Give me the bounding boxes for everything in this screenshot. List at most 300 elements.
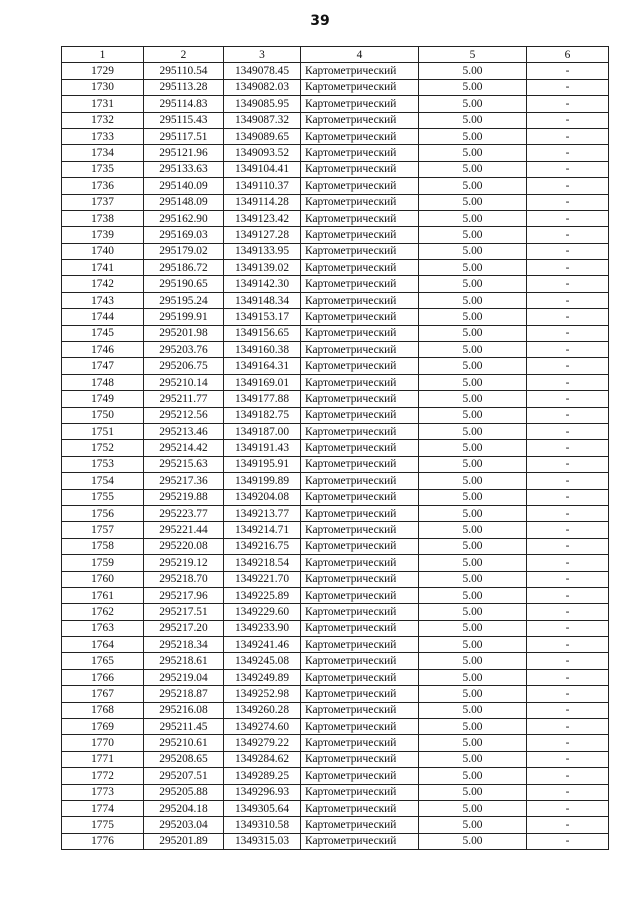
accuracy-cell: 5.00 (419, 325, 527, 341)
x-coordinate-cell: 295162.90 (144, 210, 224, 226)
y-coordinate-cell: 1349214.71 (224, 522, 301, 538)
x-coordinate-cell: 295218.34 (144, 637, 224, 653)
column-header: 1 (62, 47, 144, 63)
method-cell: Картометрический (301, 178, 419, 194)
x-coordinate-cell: 295204.18 (144, 800, 224, 816)
x-coordinate-cell: 295206.75 (144, 358, 224, 374)
point-number-cell: 1730 (62, 79, 144, 95)
point-number-cell: 1768 (62, 702, 144, 718)
note-cell: - (527, 784, 609, 800)
x-coordinate-cell: 295133.63 (144, 161, 224, 177)
note-cell: - (527, 800, 609, 816)
method-cell: Картометрический (301, 161, 419, 177)
table-row (62, 768, 609, 784)
x-coordinate-cell: 295211.45 (144, 719, 224, 735)
accuracy-cell: 5.00 (419, 440, 527, 456)
method-cell: Картометрический (301, 604, 419, 620)
note-cell: - (527, 653, 609, 669)
accuracy-cell: 5.00 (419, 194, 527, 210)
x-coordinate-cell: 295212.56 (144, 407, 224, 423)
accuracy-cell: 5.00 (419, 456, 527, 472)
method-cell: Картометрический (301, 260, 419, 276)
note-cell: - (527, 489, 609, 505)
x-coordinate-cell: 295114.83 (144, 96, 224, 112)
table-row (62, 489, 609, 505)
y-coordinate-cell: 1349142.30 (224, 276, 301, 292)
x-coordinate-cell: 295218.70 (144, 571, 224, 587)
table-row (62, 178, 609, 194)
y-coordinate-cell: 1349204.08 (224, 489, 301, 505)
coordinates-table (61, 46, 609, 850)
y-coordinate-cell: 1349156.65 (224, 325, 301, 341)
table-row (62, 374, 609, 390)
method-cell: Картометрический (301, 637, 419, 653)
accuracy-cell: 5.00 (419, 407, 527, 423)
accuracy-cell: 5.00 (419, 604, 527, 620)
accuracy-cell: 5.00 (419, 768, 527, 784)
table-row (62, 440, 609, 456)
table-row (62, 145, 609, 161)
y-coordinate-cell: 1349133.95 (224, 243, 301, 259)
x-coordinate-cell: 295210.14 (144, 374, 224, 390)
point-number-cell: 1747 (62, 358, 144, 374)
method-cell: Картометрический (301, 194, 419, 210)
x-coordinate-cell: 295214.42 (144, 440, 224, 456)
x-coordinate-cell: 295113.28 (144, 79, 224, 95)
table-row (62, 358, 609, 374)
method-cell: Картометрический (301, 833, 419, 849)
table-row (62, 260, 609, 276)
point-number-cell: 1754 (62, 473, 144, 489)
y-coordinate-cell: 1349252.98 (224, 686, 301, 702)
table-row (62, 128, 609, 144)
y-coordinate-cell: 1349078.45 (224, 63, 301, 79)
point-number-cell: 1776 (62, 833, 144, 849)
y-coordinate-cell: 1349104.41 (224, 161, 301, 177)
table-row (62, 751, 609, 767)
y-coordinate-cell: 1349177.88 (224, 391, 301, 407)
y-coordinate-cell: 1349289.25 (224, 768, 301, 784)
point-number-cell: 1737 (62, 194, 144, 210)
accuracy-cell: 5.00 (419, 128, 527, 144)
method-cell: Картометрический (301, 243, 419, 259)
page-number: 39 (310, 13, 330, 29)
method-cell: Картометрический (301, 391, 419, 407)
note-cell: - (527, 276, 609, 292)
x-coordinate-cell: 295195.24 (144, 292, 224, 308)
x-coordinate-cell: 295203.04 (144, 817, 224, 833)
table-row (62, 604, 609, 620)
x-coordinate-cell: 295213.46 (144, 423, 224, 439)
accuracy-cell: 5.00 (419, 505, 527, 521)
table-row (62, 456, 609, 472)
accuracy-cell: 5.00 (419, 243, 527, 259)
x-coordinate-cell: 295115.43 (144, 112, 224, 128)
table-row (62, 276, 609, 292)
accuracy-cell: 5.00 (419, 391, 527, 407)
note-cell: - (527, 391, 609, 407)
x-coordinate-cell: 295201.89 (144, 833, 224, 849)
note-cell: - (527, 505, 609, 521)
y-coordinate-cell: 1349284.62 (224, 751, 301, 767)
y-coordinate-cell: 1349305.64 (224, 800, 301, 816)
table-row (62, 735, 609, 751)
note-cell: - (527, 735, 609, 751)
x-coordinate-cell: 295201.98 (144, 325, 224, 341)
y-coordinate-cell: 1349085.95 (224, 96, 301, 112)
accuracy-cell: 5.00 (419, 292, 527, 308)
y-coordinate-cell: 1349213.77 (224, 505, 301, 521)
note-cell: - (527, 833, 609, 849)
note-cell: - (527, 686, 609, 702)
method-cell: Картометрический (301, 719, 419, 735)
point-number-cell: 1741 (62, 260, 144, 276)
note-cell: - (527, 260, 609, 276)
y-coordinate-cell: 1349153.17 (224, 309, 301, 325)
note-cell: - (527, 243, 609, 259)
x-coordinate-cell: 295210.61 (144, 735, 224, 751)
note-cell: - (527, 768, 609, 784)
y-coordinate-cell: 1349233.90 (224, 620, 301, 636)
point-number-cell: 1739 (62, 227, 144, 243)
note-cell: - (527, 63, 609, 79)
point-number-cell: 1767 (62, 686, 144, 702)
table-row (62, 210, 609, 226)
point-number-cell: 1759 (62, 555, 144, 571)
y-coordinate-cell: 1349123.42 (224, 210, 301, 226)
y-coordinate-cell: 1349164.31 (224, 358, 301, 374)
accuracy-cell: 5.00 (419, 817, 527, 833)
table-row (62, 702, 609, 718)
table-row (62, 522, 609, 538)
note-cell: - (527, 456, 609, 472)
y-coordinate-cell: 1349195.91 (224, 456, 301, 472)
accuracy-cell: 5.00 (419, 735, 527, 751)
point-number-cell: 1750 (62, 407, 144, 423)
x-coordinate-cell: 295215.63 (144, 456, 224, 472)
accuracy-cell: 5.00 (419, 358, 527, 374)
table-row (62, 161, 609, 177)
method-cell: Картометрический (301, 456, 419, 472)
table-row (62, 719, 609, 735)
table-row (62, 555, 609, 571)
table-row (62, 292, 609, 308)
x-coordinate-cell: 295217.51 (144, 604, 224, 620)
x-coordinate-cell: 295218.61 (144, 653, 224, 669)
accuracy-cell: 5.00 (419, 555, 527, 571)
accuracy-cell: 5.00 (419, 161, 527, 177)
note-cell: - (527, 79, 609, 95)
x-coordinate-cell: 295219.12 (144, 555, 224, 571)
accuracy-cell: 5.00 (419, 719, 527, 735)
x-coordinate-cell: 295186.72 (144, 260, 224, 276)
y-coordinate-cell: 1349296.93 (224, 784, 301, 800)
table-row (62, 63, 609, 79)
y-coordinate-cell: 1349274.60 (224, 719, 301, 735)
table-row (62, 325, 609, 341)
x-coordinate-cell: 295207.51 (144, 768, 224, 784)
table-row (62, 112, 609, 128)
y-coordinate-cell: 1349182.75 (224, 407, 301, 423)
note-cell: - (527, 342, 609, 358)
note-cell: - (527, 112, 609, 128)
method-cell: Картометрический (301, 374, 419, 390)
method-cell: Картометрический (301, 342, 419, 358)
method-cell: Картометрический (301, 538, 419, 554)
note-cell: - (527, 358, 609, 374)
y-coordinate-cell: 1349225.89 (224, 587, 301, 603)
point-number-cell: 1757 (62, 522, 144, 538)
y-coordinate-cell: 1349110.37 (224, 178, 301, 194)
method-cell: Картометрический (301, 702, 419, 718)
y-coordinate-cell: 1349148.34 (224, 292, 301, 308)
note-cell: - (527, 96, 609, 112)
point-number-cell: 1748 (62, 374, 144, 390)
accuracy-cell: 5.00 (419, 145, 527, 161)
x-coordinate-cell: 295140.09 (144, 178, 224, 194)
y-coordinate-cell: 1349187.00 (224, 423, 301, 439)
y-coordinate-cell: 1349221.70 (224, 571, 301, 587)
method-cell: Картометрический (301, 735, 419, 751)
method-cell: Картометрический (301, 489, 419, 505)
y-coordinate-cell: 1349191.43 (224, 440, 301, 456)
note-cell: - (527, 227, 609, 243)
x-coordinate-cell: 295217.96 (144, 587, 224, 603)
note-cell: - (527, 325, 609, 341)
table-row (62, 407, 609, 423)
table-row (62, 784, 609, 800)
point-number-cell: 1744 (62, 309, 144, 325)
y-coordinate-cell: 1349310.58 (224, 817, 301, 833)
point-number-cell: 1766 (62, 669, 144, 685)
method-cell: Картометрический (301, 784, 419, 800)
accuracy-cell: 5.00 (419, 784, 527, 800)
y-coordinate-cell: 1349169.01 (224, 374, 301, 390)
method-cell: Картометрический (301, 358, 419, 374)
point-number-cell: 1775 (62, 817, 144, 833)
accuracy-cell: 5.00 (419, 522, 527, 538)
point-number-cell: 1751 (62, 423, 144, 439)
x-coordinate-cell: 295221.44 (144, 522, 224, 538)
method-cell: Картометрический (301, 227, 419, 243)
table-row (62, 669, 609, 685)
point-number-cell: 1760 (62, 571, 144, 587)
point-number-cell: 1762 (62, 604, 144, 620)
note-cell: - (527, 817, 609, 833)
x-coordinate-cell: 295219.04 (144, 669, 224, 685)
point-number-cell: 1746 (62, 342, 144, 358)
point-number-cell: 1735 (62, 161, 144, 177)
table-row (62, 637, 609, 653)
table-row (62, 243, 609, 259)
point-number-cell: 1764 (62, 637, 144, 653)
y-coordinate-cell: 1349279.22 (224, 735, 301, 751)
table-row (62, 686, 609, 702)
accuracy-cell: 5.00 (419, 800, 527, 816)
point-number-cell: 1755 (62, 489, 144, 505)
point-number-cell: 1745 (62, 325, 144, 341)
table-row (62, 817, 609, 833)
accuracy-cell: 5.00 (419, 538, 527, 554)
accuracy-cell: 5.00 (419, 210, 527, 226)
note-cell: - (527, 473, 609, 489)
method-cell: Картометрический (301, 423, 419, 439)
note-cell: - (527, 538, 609, 554)
column-header: 5 (419, 47, 527, 63)
point-number-cell: 1753 (62, 456, 144, 472)
accuracy-cell: 5.00 (419, 260, 527, 276)
point-number-cell: 1761 (62, 587, 144, 603)
point-number-cell: 1734 (62, 145, 144, 161)
method-cell: Картометрический (301, 800, 419, 816)
x-coordinate-cell: 295199.91 (144, 309, 224, 325)
note-cell: - (527, 669, 609, 685)
point-number-cell: 1738 (62, 210, 144, 226)
accuracy-cell: 5.00 (419, 620, 527, 636)
x-coordinate-cell: 295148.09 (144, 194, 224, 210)
method-cell: Картометрический (301, 686, 419, 702)
x-coordinate-cell: 295179.02 (144, 243, 224, 259)
x-coordinate-cell: 295216.08 (144, 702, 224, 718)
note-cell: - (527, 620, 609, 636)
method-cell: Картометрический (301, 145, 419, 161)
point-number-cell: 1742 (62, 276, 144, 292)
note-cell: - (527, 702, 609, 718)
accuracy-cell: 5.00 (419, 112, 527, 128)
y-coordinate-cell: 1349082.03 (224, 79, 301, 95)
note-cell: - (527, 145, 609, 161)
method-cell: Картометрический (301, 587, 419, 603)
table-row (62, 96, 609, 112)
note-cell: - (527, 604, 609, 620)
table-header (62, 47, 609, 63)
accuracy-cell: 5.00 (419, 637, 527, 653)
table-row (62, 620, 609, 636)
table-row (62, 391, 609, 407)
method-cell: Картометрический (301, 79, 419, 95)
note-cell: - (527, 440, 609, 456)
column-header: 4 (301, 47, 419, 63)
method-cell: Картометрический (301, 555, 419, 571)
accuracy-cell: 5.00 (419, 571, 527, 587)
point-number-cell: 1772 (62, 768, 144, 784)
x-coordinate-cell: 295208.65 (144, 751, 224, 767)
accuracy-cell: 5.00 (419, 178, 527, 194)
column-header: 3 (224, 47, 301, 63)
point-number-cell: 1773 (62, 784, 144, 800)
y-coordinate-cell: 1349127.28 (224, 227, 301, 243)
point-number-cell: 1770 (62, 735, 144, 751)
method-cell: Картометрический (301, 817, 419, 833)
header-row (62, 47, 609, 63)
accuracy-cell: 5.00 (419, 276, 527, 292)
accuracy-cell: 5.00 (419, 309, 527, 325)
point-number-cell: 1763 (62, 620, 144, 636)
method-cell: Картометрический (301, 276, 419, 292)
table-row (62, 571, 609, 587)
point-number-cell: 1752 (62, 440, 144, 456)
y-coordinate-cell: 1349218.54 (224, 555, 301, 571)
accuracy-cell: 5.00 (419, 489, 527, 505)
point-number-cell: 1769 (62, 719, 144, 735)
y-coordinate-cell: 1349216.75 (224, 538, 301, 554)
point-number-cell: 1729 (62, 63, 144, 79)
accuracy-cell: 5.00 (419, 669, 527, 685)
table-row (62, 309, 609, 325)
note-cell: - (527, 128, 609, 144)
note-cell: - (527, 407, 609, 423)
table-row (62, 833, 609, 849)
accuracy-cell: 5.00 (419, 79, 527, 95)
table-row (62, 473, 609, 489)
point-number-cell: 1731 (62, 96, 144, 112)
note-cell: - (527, 309, 609, 325)
method-cell: Картометрический (301, 440, 419, 456)
accuracy-cell: 5.00 (419, 587, 527, 603)
point-number-cell: 1733 (62, 128, 144, 144)
note-cell: - (527, 719, 609, 735)
method-cell: Картометрический (301, 210, 419, 226)
table-row (62, 423, 609, 439)
method-cell: Картометрический (301, 128, 419, 144)
x-coordinate-cell: 295110.54 (144, 63, 224, 79)
y-coordinate-cell: 1349087.32 (224, 112, 301, 128)
note-cell: - (527, 210, 609, 226)
column-header: 6 (527, 47, 609, 63)
y-coordinate-cell: 1349229.60 (224, 604, 301, 620)
table-body (62, 63, 609, 850)
y-coordinate-cell: 1349260.28 (224, 702, 301, 718)
x-coordinate-cell: 295217.36 (144, 473, 224, 489)
accuracy-cell: 5.00 (419, 423, 527, 439)
method-cell: Картометрический (301, 112, 419, 128)
table-row (62, 587, 609, 603)
x-coordinate-cell: 295205.88 (144, 784, 224, 800)
point-number-cell: 1732 (62, 112, 144, 128)
table-row (62, 227, 609, 243)
method-cell: Картометрический (301, 505, 419, 521)
point-number-cell: 1749 (62, 391, 144, 407)
y-coordinate-cell: 1349093.52 (224, 145, 301, 161)
x-coordinate-cell: 295117.51 (144, 128, 224, 144)
x-coordinate-cell: 295211.77 (144, 391, 224, 407)
point-number-cell: 1740 (62, 243, 144, 259)
note-cell: - (527, 555, 609, 571)
note-cell: - (527, 374, 609, 390)
note-cell: - (527, 587, 609, 603)
method-cell: Картометрический (301, 768, 419, 784)
note-cell: - (527, 423, 609, 439)
accuracy-cell: 5.00 (419, 833, 527, 849)
x-coordinate-cell: 295219.88 (144, 489, 224, 505)
y-coordinate-cell: 1349089.65 (224, 128, 301, 144)
method-cell: Картометрический (301, 292, 419, 308)
method-cell: Картометрический (301, 522, 419, 538)
accuracy-cell: 5.00 (419, 653, 527, 669)
x-coordinate-cell: 295218.87 (144, 686, 224, 702)
y-coordinate-cell: 1349139.02 (224, 260, 301, 276)
method-cell: Картометрический (301, 620, 419, 636)
y-coordinate-cell: 1349160.38 (224, 342, 301, 358)
y-coordinate-cell: 1349114.28 (224, 194, 301, 210)
note-cell: - (527, 178, 609, 194)
y-coordinate-cell: 1349241.46 (224, 637, 301, 653)
note-cell: - (527, 571, 609, 587)
method-cell: Картометрический (301, 571, 419, 587)
method-cell: Картометрический (301, 96, 419, 112)
x-coordinate-cell: 295217.20 (144, 620, 224, 636)
x-coordinate-cell: 295220.08 (144, 538, 224, 554)
